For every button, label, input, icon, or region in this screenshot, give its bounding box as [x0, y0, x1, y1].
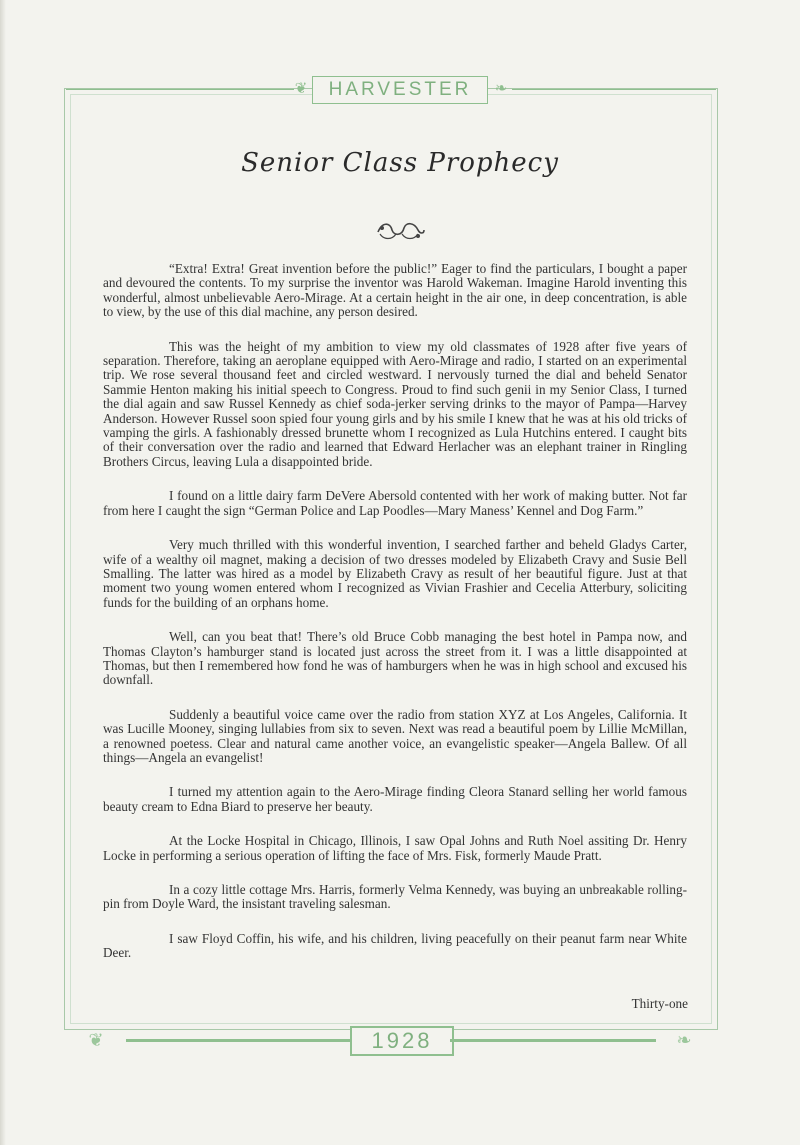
footer-year-box: [350, 1026, 454, 1056]
paragraph: Well, can you beat that! There’s old Bruce Cobb managing the best hotel in Pampa now, and Thomas Clayton’s hamburger stand is located just across the street from it. I was a little disappointed at Thomas, but then I remembered how fond he was of hamburgers when he was in high school and excused his downfall.: [103, 629, 687, 688]
scroll-left-icon: ❦: [294, 81, 308, 97]
header-rule-left: [66, 89, 294, 90]
footer-year: 1928: [371, 1028, 433, 1053]
paragraph: I turned my attention again to the Aero-Mirage finding Cleora Stanard selling her world famous beauty cream to Edna Biard to preserve her beauty.: [103, 784, 687, 814]
footer-rule-left: [126, 1039, 350, 1042]
prophecy-body: [103, 262, 687, 981]
paragraph: In a cozy little cottage Mrs. Harris, formerly Velma Kennedy, was buying an unbreakable rolling-pin from Doyle Ward, the insistant traveling salesman.: [103, 882, 687, 912]
paragraph: Very much thrilled with this wonderful invention, I searched farther and beheld Gladys Carter, wife of a wealthy oil magnet, making a decision of two dresses modeled by Elizabeth Cravy and Susie Bell Smalling. The latter was hired as a model by Elizabeth Cravy as result of her beautiful figure. Just at that moment two young women entered whom I recognized as Vivian Frashier and Cecelia Atterbury, soliciting funds for the building of an orphans home.: [103, 537, 687, 610]
footer-banner: [0, 1024, 800, 1054]
page-number: Thirty-one: [631, 996, 688, 1011]
paragraph: This was the height of my ambition to view my old classmates of 1928 after five years of separation. Therefore, taking an aeroplane equipped with Aero-Mirage and radio, I started on an experimental trip. We rose several thousand feet and circled westward. I nervously turned the dial and beheld Senator Sammie Henton making his initial speech to Congress. Proud to find such genii in my Senior Class, I turned the dial again and saw Russel Kennedy as chief soda-jerker serving drinks to the mayor of Pampa—Harvey Anderson. However Russel soon spied four young girls and by his smile I knew that he was at his old tricks of vamping the girls. A fashionably dressed brunette whom I recognized as Lula Hutchins entered. I caught bits of their conversation over the radio and learned that Edward Herlacher was an elephant trainer in Ringling Brothers Circus, leaving Lula a disappointed bride.: [103, 338, 687, 469]
footer-rule-right: [450, 1039, 656, 1042]
header-title-box: [312, 76, 488, 104]
paragraph: “Extra! Extra! Great invention before the public!” Eager to find the particulars, I bought a paper and devoured the contents. To my surprise the inventor was Harold Wakeman. Imagine Harold inventing this wonderful, almost unbelievable Aero-Mirage. At a certain height in the air one, in deep concentration, is able to view, by the use of this dial machine, any person desired.: [103, 261, 687, 320]
paragraph: I saw Floyd Coffin, his wife, and his children, living peacefully on their peanut farm near White Deer.: [103, 930, 687, 961]
page-title: Senior Class Prophecy: [241, 148, 559, 178]
paragraph: Suddenly a beautiful voice came over the radio from station XYZ at Los Angeles, California. It was Lucille Mooney, singing lullabies from six to seven. Next was read a beautiful poem by Lillie McMillan, a renowned poetess. Clear and natural came another voice, an evangelistic speaker—Angela Ballew. Of all things—Angela an evangelist!: [103, 706, 687, 765]
footer-flourish-right-icon: ❧: [676, 1030, 692, 1050]
paragraph: I found on a little dairy farm DeVere Abersold contented with her work of making butter. Not far from here I caught the sign “German Police and Lap Poodles—Mary Maness’ Kennel and Dog Farm.”: [103, 488, 687, 518]
paragraph: At the Locke Hospital in Chicago, Illinois, I saw Opal Johns and Ruth Noel assiting Dr. Henry Locke in performing a serious operation of lifting the face of Mrs. Fisk, formerly Maude Pratt.: [103, 833, 687, 863]
header-rule-right: [512, 89, 716, 90]
floral-scroll-icon: [372, 218, 428, 242]
header-title: HARVESTER: [328, 79, 472, 100]
footer-flourish-left-icon: ❦: [88, 1030, 104, 1050]
header-banner: [0, 76, 800, 104]
scroll-right-icon: ❧: [494, 81, 508, 97]
